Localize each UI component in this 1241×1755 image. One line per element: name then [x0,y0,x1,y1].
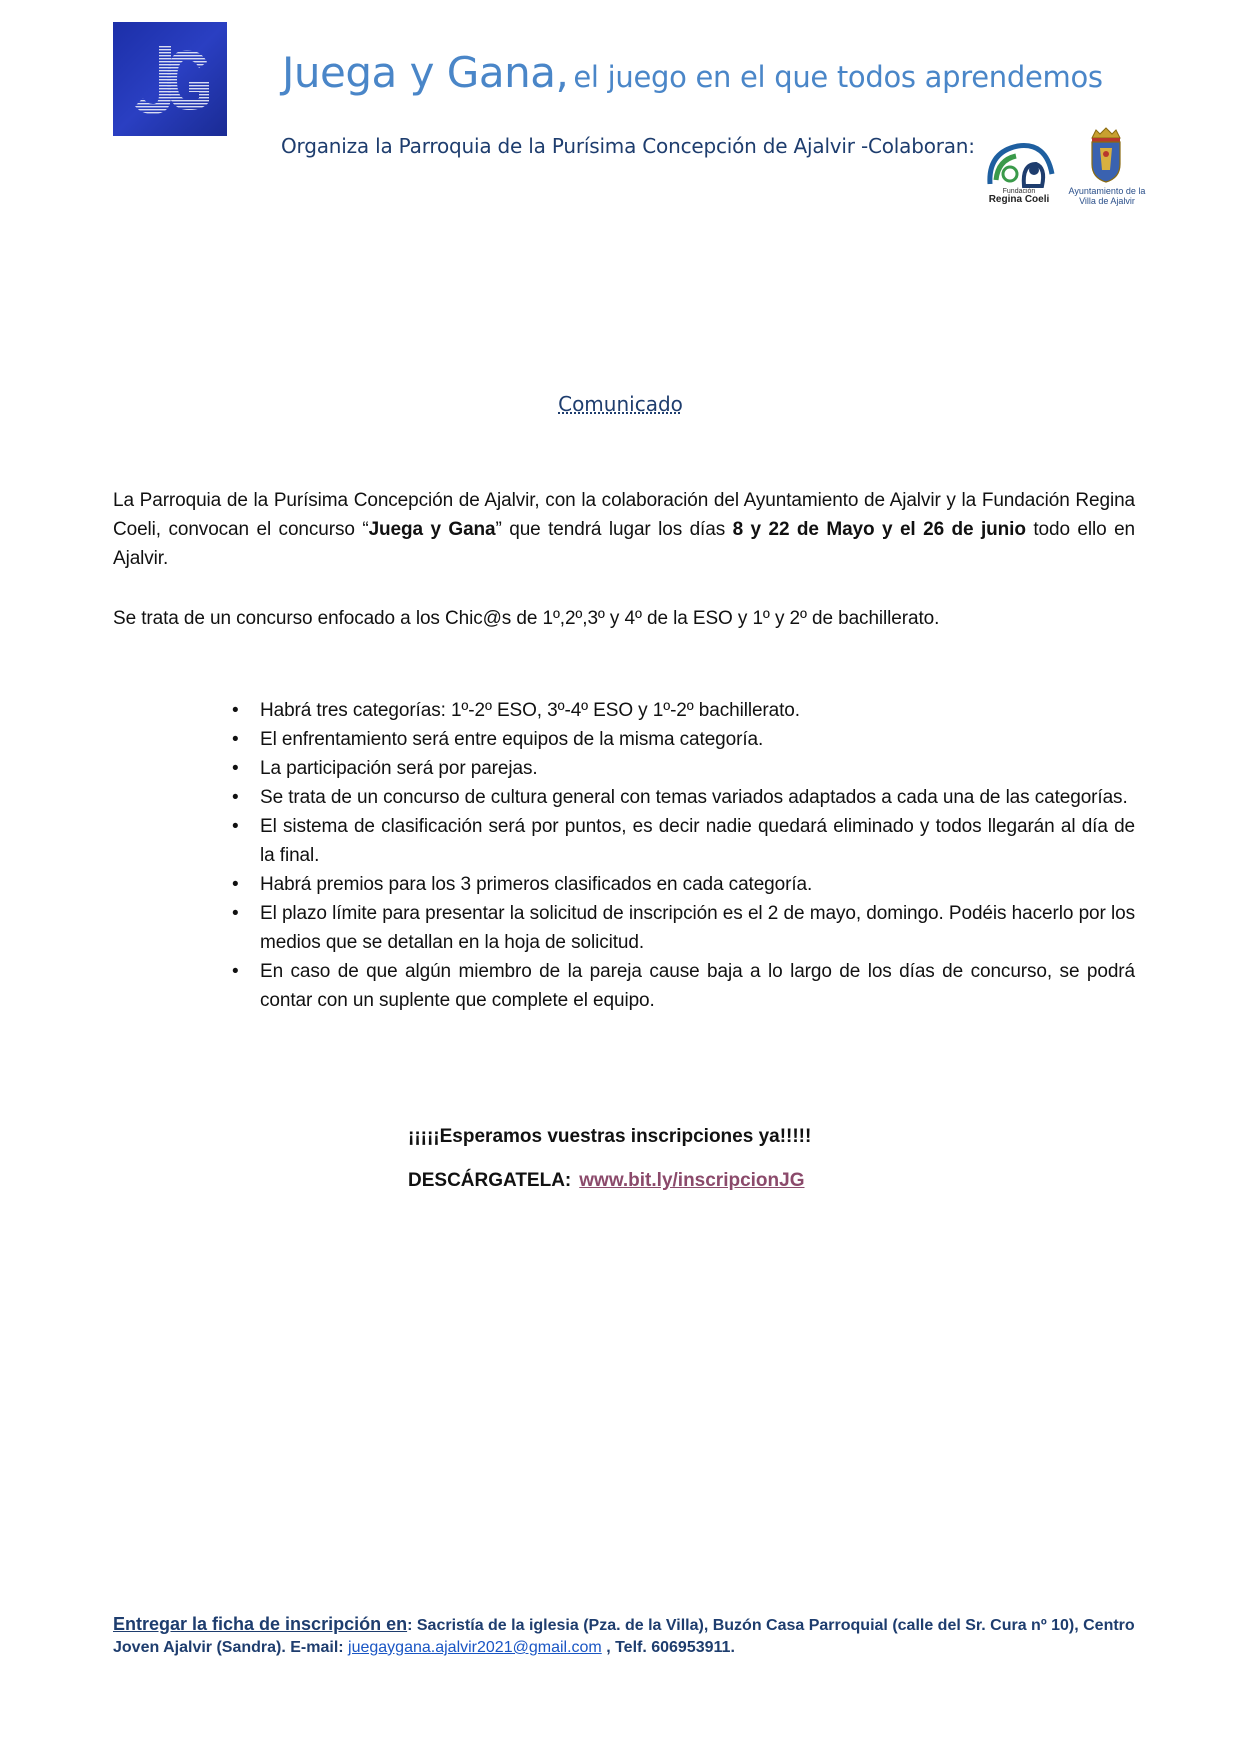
intro-paragraph [113,486,1135,573]
audience-paragraph: Se trata de un concurso enfocado a los Chic@s de 1º,2º,3º y 4º de la ESO y 1º y 2º de bachillerato. [113,608,940,629]
ayuntamiento-crest-icon [1086,126,1126,184]
organizer-line: Organiza la Parroquia de la Purísima Concepción de Ajalvir -Colaboran: [281,134,975,158]
footer-lead: Entregar la ficha de inscripción en [113,1614,408,1634]
footer-delivery-info [113,1613,1143,1659]
intro-text-b: ” que tendrá lugar los días [495,519,733,540]
list-item: • Habrá tres categorías: 1º-2º ESO, 3º-4º ESO y 1º-2º bachillerato. [238,696,1135,725]
list-item: • El sistema de clasificación será por puntos, es decir nadie quedará eliminado y todos llegarán al día de la final. [238,812,1135,870]
list-item: • El enfrentamiento será entre equipos de la misma categoría. [238,725,1135,754]
footer-text-a: Sacristía de la iglesia (Pza. de la Villa), Buzón Casa Parroquial (calle del Sr. Cura nº 10), Centro Joven Ajalvir (Sandra). E-mail: [113,1617,1135,1656]
footer-colon: : [407,1617,417,1634]
email-link[interactable]: juegaygana.ajalvir2021@gmail.com [348,1639,602,1656]
list-item: • Se trata de un concurso de cultura general con temas variados adaptados a cada una de las categorías. [238,783,1135,812]
title-main: Juega y Gana, [282,48,569,97]
list-item: • En caso de que algún miembro de la pareja cause baja a lo largo de los días de concurso, se podrá contar con un suplente que complete el equipo. [238,957,1135,1015]
ayuntamiento-caption [1062,186,1152,206]
regina-caption-name: Regina Coeli [988,194,1050,205]
list-item: • Habrá premios para los 3 primeros clasificados en cada categoría. [238,870,1135,899]
list-item: • La participación será por parejas. [238,754,1135,783]
intro-text-c: todo ello en Ajalvir. [113,519,1135,569]
rules-list [238,696,1135,1015]
ayto-caption-line-1: Ayuntamiento de la [1068,186,1146,196]
download-link[interactable]: www.bit.ly/inscripcionJG [579,1170,805,1191]
call-to-action: ¡¡¡¡¡Esperamos vuestras inscripciones ya!!!!! [408,1126,812,1147]
intro-bold-title: Juega y Gana [368,519,496,540]
intro-bold-dates: 8 y 22 de Mayo y el 26 de junio [732,519,1026,540]
title-tagline: el juego en el que todos aprendemos [573,60,1103,94]
intro-text-a: La Parroquia de la Purísima Concepción de Ajalvir, con la colaboración del Ayuntamiento de Ajalvir y la Fundación Regina Coeli, convocan el concurso “ [113,490,1135,540]
list-item: • El plazo límite para presentar la solicitud de inscripción es el 2 de mayo, domingo. Podéis hacerlo por los medios que se detallan en la hoja de solicitud. [238,899,1135,957]
ayto-caption-line-2: Villa de Ajalvir [1079,196,1135,206]
jg-logo-icon [113,22,227,136]
regina-coeli-caption [978,188,1060,205]
section-heading: Comunicado [558,392,683,416]
page-title [282,48,1103,97]
regina-caption-small: Fundación [1002,188,1036,195]
download-label: DESCÁRGATELA: [408,1170,572,1191]
download-line [408,1170,805,1192]
footer-text-b: , Telf. 606953911. [601,1639,735,1656]
